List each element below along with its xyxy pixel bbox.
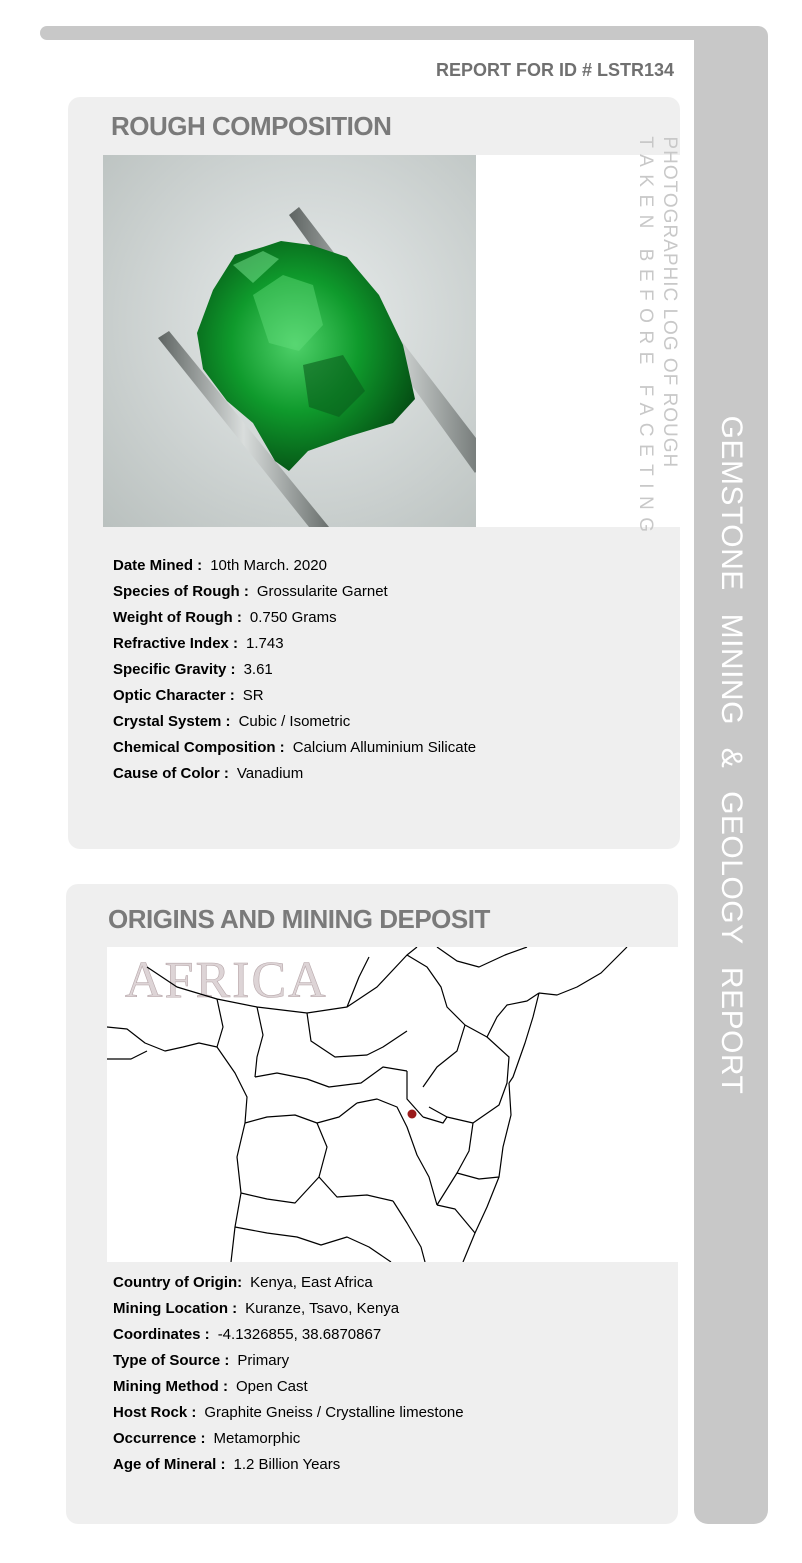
top-decorative-bar bbox=[40, 26, 740, 40]
property-label: Country of Origin: bbox=[113, 1274, 243, 1291]
rough-properties-list bbox=[113, 553, 476, 787]
property-label: Refractive Index : bbox=[113, 635, 239, 652]
origin-property bbox=[113, 1348, 464, 1374]
property-value: 3.61 bbox=[243, 661, 273, 678]
side-banner-title: GEMSTONE MINING & GEOLOGY REPORT bbox=[715, 415, 748, 1095]
property-value: 0.750 Grams bbox=[249, 609, 337, 626]
property-label: Type of Source : bbox=[113, 1352, 230, 1369]
rough-photo-area bbox=[103, 136, 680, 540]
origin-property bbox=[113, 1374, 464, 1400]
mining-location-marker bbox=[408, 1110, 417, 1119]
rough-property bbox=[113, 761, 476, 787]
africa-map bbox=[107, 947, 678, 1262]
origins-properties-list bbox=[113, 1270, 464, 1478]
property-value: Kenya, East Africa bbox=[250, 1274, 373, 1291]
rough-property bbox=[113, 735, 476, 761]
origin-property bbox=[113, 1270, 464, 1296]
property-label: Species of Rough : bbox=[113, 583, 249, 600]
photo-caption bbox=[633, 136, 681, 539]
property-value: Cubic / Isometric bbox=[238, 713, 351, 730]
property-label: Chemical Composition : bbox=[113, 739, 285, 756]
rough-property bbox=[113, 631, 476, 657]
origins-title: ORIGINS AND MINING DEPOSIT bbox=[108, 904, 490, 934]
rough-property bbox=[113, 553, 476, 579]
rough-property bbox=[113, 605, 476, 631]
property-label: Mining Method : bbox=[113, 1378, 228, 1395]
property-value: Primary bbox=[237, 1352, 290, 1369]
property-value: Open Cast bbox=[235, 1378, 308, 1395]
property-label: Crystal System : bbox=[113, 713, 231, 730]
property-label: Occurrence : bbox=[113, 1430, 206, 1447]
property-value: 10th March. 2020 bbox=[210, 557, 327, 574]
property-label: Specific Gravity : bbox=[113, 661, 236, 678]
property-label: Coordinates : bbox=[113, 1326, 210, 1343]
photo-caption-line-2: TAKEN BEFORE FACETING bbox=[635, 136, 656, 540]
origin-property bbox=[113, 1400, 464, 1426]
africa-map-graphic bbox=[107, 947, 678, 1262]
property-value: 1.743 bbox=[246, 635, 284, 652]
origin-property bbox=[113, 1322, 464, 1348]
rough-gemstone-photo bbox=[103, 155, 476, 527]
photo-caption-line-1: PHOTOGRAPHIC LOG OF ROUGH bbox=[659, 136, 680, 469]
rough-property bbox=[113, 657, 476, 683]
origin-property bbox=[113, 1296, 464, 1322]
property-value: Graphite Gneiss / Crystalline limestone bbox=[204, 1404, 464, 1421]
property-value: Vanadium bbox=[236, 765, 304, 782]
property-value: SR bbox=[242, 687, 264, 704]
origin-property bbox=[113, 1452, 464, 1478]
rough-property bbox=[113, 579, 476, 605]
property-label: Date Mined : bbox=[113, 557, 203, 574]
property-label: Mining Location : bbox=[113, 1300, 238, 1317]
property-label: Optic Character : bbox=[113, 687, 235, 704]
property-label: Cause of Color : bbox=[113, 765, 229, 782]
property-value: -4.1326855, 38.6870867 bbox=[217, 1326, 382, 1343]
property-value: Calcium Alluminium Silicate bbox=[292, 739, 477, 756]
property-label: Age of Mineral : bbox=[113, 1456, 226, 1473]
property-label: Host Rock : bbox=[113, 1404, 197, 1421]
map-region-label: AFRICA bbox=[125, 952, 328, 1009]
property-value: Kuranze, Tsavo, Kenya bbox=[245, 1300, 400, 1317]
property-label: Weight of Rough : bbox=[113, 609, 242, 626]
rough-property bbox=[113, 683, 476, 709]
origin-property bbox=[113, 1426, 464, 1452]
property-value: 1.2 Billion Years bbox=[233, 1456, 341, 1473]
report-id: REPORT FOR ID # LSTR134 bbox=[435, 60, 674, 80]
property-value: Metamorphic bbox=[213, 1430, 301, 1447]
rough-composition-title: ROUGH COMPOSITION bbox=[111, 111, 392, 141]
rough-property bbox=[113, 709, 476, 735]
property-value: Grossularite Garnet bbox=[256, 583, 388, 600]
